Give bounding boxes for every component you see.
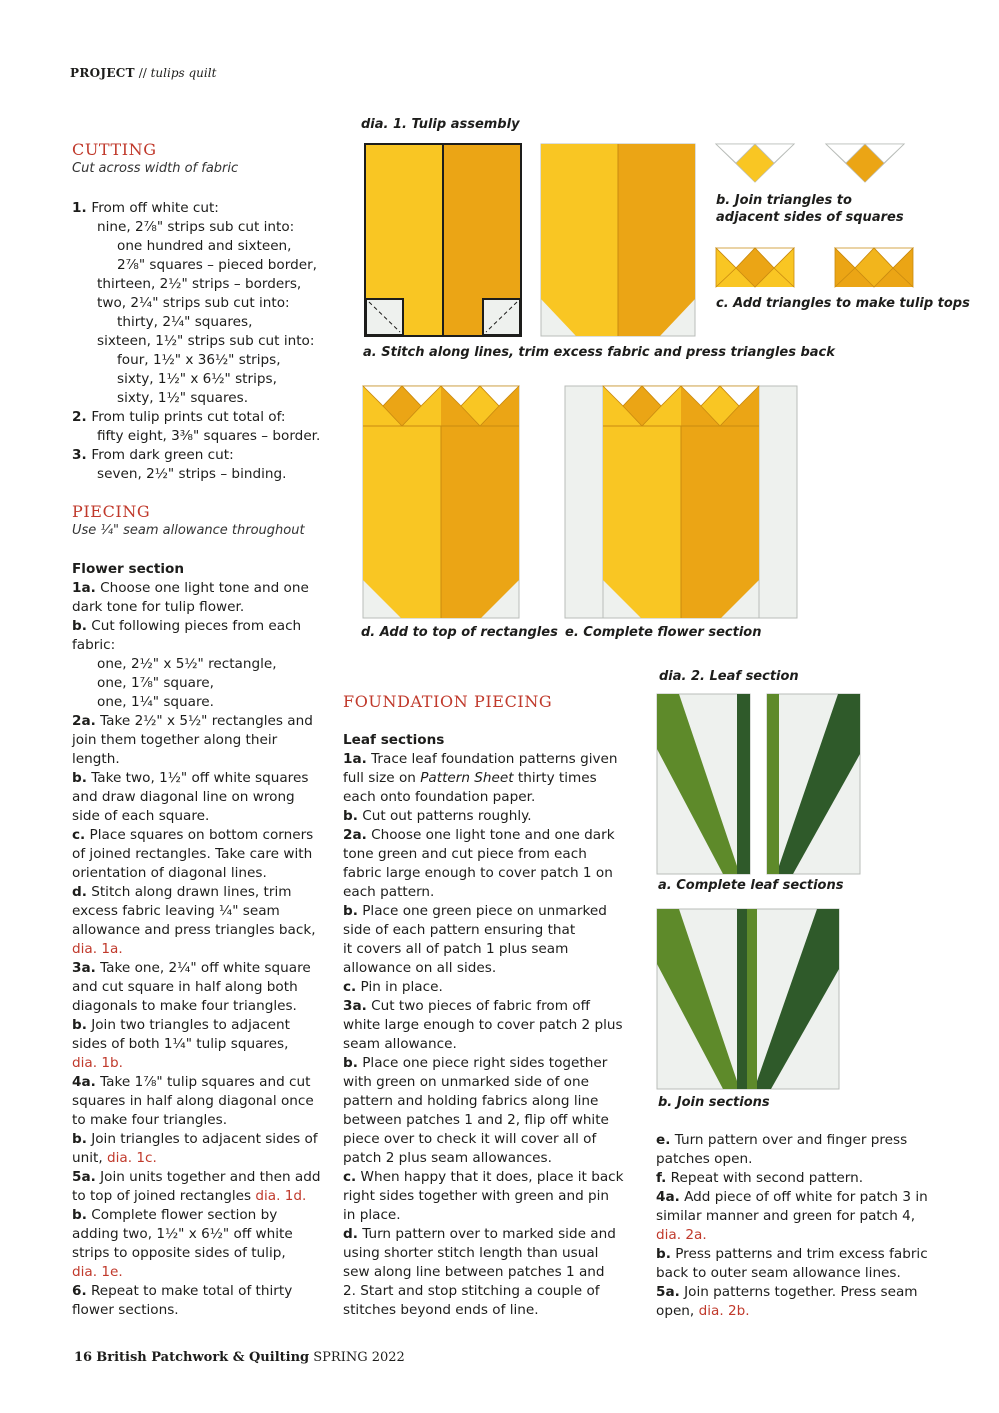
cutting-text: fifty eight, 3⅜" squares – border.: [97, 428, 321, 444]
piecing-step: b.: [72, 618, 87, 634]
piecing-text: join them together along their: [72, 732, 278, 748]
right-step: b.: [656, 1246, 671, 1262]
foundation-line: [343, 1225, 633, 1244]
diagram-1a-after: [541, 144, 695, 336]
header-section: PROJECT: [70, 66, 135, 80]
foundation-text: sew along line between patches 1 and: [343, 1264, 605, 1280]
diagram-1b-unit-light: [716, 144, 794, 182]
piecing-line: [72, 598, 337, 617]
foundation-text: each pattern.: [343, 884, 435, 900]
piecing-line: [72, 864, 337, 883]
cutting-line: [72, 199, 332, 218]
foundation-line: [343, 1187, 633, 1206]
foundation-text: thirty times: [513, 770, 597, 786]
foundation-step: d.: [343, 1226, 358, 1242]
piecing-line: [72, 1092, 337, 1111]
piecing-line: [72, 807, 337, 826]
piecing-diagram-ref: dia. 1c.: [106, 1150, 157, 1166]
foundation-text: Trace leaf foundation patterns given: [366, 751, 618, 767]
foundation-text: with green on unmarked side of one: [343, 1074, 589, 1090]
piecing-line: [72, 1130, 337, 1149]
piecing-step: 6.: [72, 1283, 87, 1299]
foundation-text: side of each pattern ensuring that: [343, 922, 576, 938]
cutting-text: thirty, 2¼" squares,: [117, 314, 253, 330]
right-step: 5a.: [656, 1284, 680, 1300]
piecing-text: to make four triangles.: [72, 1112, 228, 1128]
caption-1a: a. Stitch along lines, trim excess fabric and press triangles back: [363, 345, 835, 360]
piecing-text: Cut following pieces from each: [86, 618, 302, 634]
piecing-text: one, 1¼" square.: [97, 694, 214, 710]
cutting-text: nine, 2⅞" strips sub cut into:: [97, 219, 295, 235]
caption-1c: c. Add triangles to make tulip tops: [716, 296, 970, 311]
piecing-line: [72, 579, 337, 598]
piecing-line: [72, 940, 337, 959]
piecing-line: [72, 693, 337, 712]
piecing-diagram-ref: dia. 1b.: [72, 1055, 123, 1071]
piecing-line: [72, 845, 337, 864]
piecing-diagram-ref: dia. 1e.: [72, 1264, 123, 1280]
right-text: Repeat with second pattern.: [666, 1170, 864, 1186]
cutting-line: [72, 370, 332, 389]
cutting-text: sixty, 1½" squares.: [117, 390, 249, 406]
piecing-line: [72, 769, 337, 788]
cutting-heading: CUTTING: [72, 140, 157, 159]
caption-2b: b. Join sections: [658, 1095, 770, 1110]
diagram-1c-top-dark: [835, 248, 913, 287]
piecing-step: b.: [72, 1131, 87, 1147]
foundation-step: 1a.: [343, 751, 367, 767]
cutting-text: thirteen, 2½" strips – borders,: [97, 276, 302, 292]
piecing-line: [72, 1263, 337, 1282]
piecing-text: Stitch along drawn lines, trim: [86, 884, 292, 900]
right-line: [656, 1226, 946, 1245]
diagram-1e: [565, 386, 797, 618]
piecing-step: Flower section: [72, 561, 185, 577]
right-text: patches open.: [656, 1151, 753, 1167]
diagram-1a-before: [365, 144, 521, 336]
cutting-text: one hundred and sixteen,: [117, 238, 292, 254]
cutting-text: four, 1½" x 36½" strips,: [117, 352, 281, 368]
piecing-heading: PIECING: [72, 502, 151, 521]
foundation-text: in place.: [343, 1207, 401, 1223]
foundation-line: [343, 1035, 633, 1054]
cutting-subheading: Cut across width of fabric: [72, 161, 239, 176]
cutting-line: [72, 465, 332, 484]
right-text: Add piece of off white for patch 3 in: [679, 1189, 928, 1205]
piecing-text: one, 2½" x 5½" rectangle,: [97, 656, 277, 672]
foundation-text: piece over to check it will cover all of: [343, 1131, 597, 1147]
cutting-line: [72, 313, 332, 332]
piecing-text: Take 1⅞" tulip squares and cut: [95, 1074, 311, 1090]
foundation-line: [343, 1149, 633, 1168]
piecing-text: side of each square.: [72, 808, 210, 824]
page-footer: [74, 1350, 405, 1365]
running-header: [70, 66, 216, 80]
foundation-line: [343, 769, 633, 788]
cutting-text: seven, 2½" strips – binding.: [97, 466, 287, 482]
foundation-line: [343, 788, 633, 807]
piecing-text: diagonals to make four triangles.: [72, 998, 297, 1014]
foundation-text: Cut two pieces of fabric from off: [366, 998, 590, 1014]
right-text: similar manner and green for patch 4,: [656, 1208, 916, 1224]
piecing-line: [72, 826, 337, 845]
piecing-text: Join units together and then add: [95, 1169, 321, 1185]
foundation-line: [343, 1244, 633, 1263]
right-diagram-ref: dia. 2a.: [656, 1227, 707, 1243]
piecing-line: [72, 1301, 337, 1320]
page-number: 16: [74, 1350, 93, 1365]
piecing-text: Join triangles to adjacent sides of: [86, 1131, 318, 1147]
piecing-step: 1a.: [72, 580, 96, 596]
right-text: back to outer seam allowance lines.: [656, 1265, 901, 1281]
foundation-step: c.: [343, 1169, 357, 1185]
piecing-line: [72, 731, 337, 750]
piecing-list: [72, 560, 337, 1320]
foundation-line: [343, 1301, 633, 1320]
foundation-line: [343, 1263, 633, 1282]
caption-2a: a. Complete leaf sections: [658, 878, 844, 893]
piecing-text: of joined rectangles. Take care with: [72, 846, 313, 862]
piecing-line: [72, 712, 337, 731]
right-diagram-ref: dia. 2b.: [698, 1303, 750, 1319]
cutting-list: [72, 199, 332, 484]
foundation-text: Cut out patterns roughly.: [357, 808, 532, 824]
piecing-line: [72, 1282, 337, 1301]
piecing-line: [72, 674, 337, 693]
piecing-step: b.: [72, 770, 87, 786]
piecing-line: [72, 959, 337, 978]
piecing-text: adding two, 1½" x 6½" off white: [72, 1226, 293, 1242]
caption-1e: e. Complete flower section: [565, 625, 762, 640]
caption-1b: b. Join triangles to adjacent sides of squares: [716, 193, 904, 225]
cutting-number: 2.: [72, 409, 92, 425]
foundation-step: b.: [343, 903, 358, 919]
foundation-line: [343, 883, 633, 902]
cutting-text: sixteen, 1½" strips sub cut into:: [97, 333, 315, 349]
foundation-text: it covers all of patch 1 plus seam: [343, 941, 569, 957]
foundation-line: [343, 864, 633, 883]
piecing-text: Repeat to make total of thirty: [86, 1283, 293, 1299]
foundation-text: allowance on all sides.: [343, 960, 497, 976]
foundation-step: 2a.: [343, 827, 367, 843]
piecing-text: Place squares on bottom corners: [85, 827, 314, 843]
foundation-text: Choose one light tone and one dark: [366, 827, 615, 843]
header-title: tulips quilt: [150, 66, 217, 80]
piecing-line: [72, 1187, 337, 1206]
foundation-line: [343, 1016, 633, 1035]
cutting-line: [72, 408, 332, 427]
foundation-step: 3a.: [343, 998, 367, 1014]
right-text: open,: [656, 1303, 699, 1319]
piecing-line: [72, 750, 337, 769]
right-step: f.: [656, 1170, 667, 1186]
right-line: [656, 1150, 946, 1169]
piecing-text: to top of joined rectangles: [72, 1188, 256, 1204]
foundation-line: [343, 921, 633, 940]
piecing-line: [72, 617, 337, 636]
cutting-text: 2⅞" squares – pieced border,: [117, 257, 317, 273]
piecing-line: [72, 1244, 337, 1263]
piecing-line: [72, 655, 337, 674]
diagram-1b-unit-dark: [826, 144, 904, 182]
piecing-text: and cut square in half along both: [72, 979, 298, 995]
foundation-list: [343, 731, 633, 1320]
piecing-step: d.: [72, 884, 87, 900]
foundation-line: [343, 1073, 633, 1092]
foundation-text: right sides together with green and pin: [343, 1188, 610, 1204]
piecing-text: flower sections.: [72, 1302, 179, 1318]
right-step: 4a.: [656, 1189, 680, 1205]
piecing-line: [72, 978, 337, 997]
foundation-text: white large enough to cover patch 2 plus: [343, 1017, 623, 1033]
foundation-step: c.: [343, 979, 357, 995]
foundation-step: b.: [343, 1055, 358, 1071]
piecing-text: Take two, 1½" off white squares: [86, 770, 309, 786]
piecing-line: [72, 1016, 337, 1035]
foundation-line: [343, 902, 633, 921]
piecing-text: excess fabric leaving ¼" seam: [72, 903, 280, 919]
foundation-text: fabric large enough to cover patch 1 on: [343, 865, 613, 881]
piecing-line: [72, 1149, 337, 1168]
piecing-text: squares in half along diagonal once: [72, 1093, 314, 1109]
right-line: [656, 1207, 946, 1226]
piecing-text: sides of both 1¼" tulip squares,: [72, 1036, 289, 1052]
right-line: [656, 1188, 946, 1207]
piecing-text: length.: [72, 751, 120, 767]
piecing-line: [72, 1054, 337, 1073]
foundation-text: Pin in place.: [356, 979, 443, 995]
right-line: [656, 1302, 946, 1321]
diagram-1d: [363, 386, 519, 618]
caption-1d: d. Add to top of rectangles: [361, 625, 558, 640]
dia2-title: dia. 2. Leaf section: [659, 669, 799, 684]
foundation-line: [343, 959, 633, 978]
piecing-line: [72, 1168, 337, 1187]
piecing-line: [72, 902, 337, 921]
cutting-line: [72, 237, 332, 256]
piecing-text: fabric:: [72, 637, 116, 653]
piecing-subheading: Use ¼" seam allowance throughout: [72, 523, 305, 538]
foundation-line: [343, 1282, 633, 1301]
piecing-step: b.: [72, 1017, 87, 1033]
cutting-text: From tulip prints cut total of:: [91, 409, 286, 425]
foundation-line: [343, 807, 633, 826]
dia1-title: dia. 1. Tulip assembly: [361, 117, 520, 132]
foundation-line: [343, 845, 633, 864]
right-line: [656, 1283, 946, 1302]
piecing-step: 5a.: [72, 1169, 96, 1185]
foundation-text: tone green and cut piece from each: [343, 846, 587, 862]
right-line: [656, 1131, 946, 1150]
foundation-text: Turn pattern over to marked side and: [357, 1226, 616, 1242]
piecing-step: c.: [72, 827, 86, 843]
cutting-line: [72, 446, 332, 465]
magazine-name: British Patchwork & Quilting: [96, 1350, 310, 1365]
piecing-line: [72, 997, 337, 1016]
right-text: Turn pattern over and finger press: [670, 1132, 908, 1148]
piecing-step: 3a.: [72, 960, 96, 976]
foundation-text: Place one green piece on unmarked: [357, 903, 607, 919]
piecing-line: [72, 560, 337, 579]
foundation-line: [343, 1168, 633, 1187]
foundation-text: seam allowance.: [343, 1036, 457, 1052]
foundation-line: [343, 940, 633, 959]
piecing-text: orientation of diagonal lines.: [72, 865, 267, 881]
foundation-line: [343, 1092, 633, 1111]
foundation-heading: FOUNDATION PIECING: [343, 692, 553, 711]
piecing-text: Join two triangles to adjacent: [86, 1017, 290, 1033]
cutting-text: sixty, 1½" x 6½" strips,: [117, 371, 277, 387]
cutting-line: [72, 427, 332, 446]
foundation-step: b.: [343, 808, 358, 824]
foundation-line: [343, 1130, 633, 1149]
cutting-text: From off white cut:: [91, 200, 219, 216]
piecing-text: Take one, 2¼" off white square: [95, 960, 311, 976]
diagram-2b: [657, 909, 839, 1089]
foundation-text: stitches beyond ends of line.: [343, 1302, 539, 1318]
foundation-step: Leaf sections: [343, 732, 445, 748]
foundation-line: [343, 1111, 633, 1130]
piecing-line: [72, 1073, 337, 1092]
foundation-text: 2. Start and stop stitching a couple of: [343, 1283, 600, 1299]
piecing-step: 2a.: [72, 713, 96, 729]
cutting-line: [72, 332, 332, 351]
foundation-text: between patches 1 and 2, flip off white: [343, 1112, 609, 1128]
right-line: [656, 1264, 946, 1283]
cutting-text: two, 2¼" strips sub cut into:: [97, 295, 290, 311]
foundation-line: [343, 997, 633, 1016]
piecing-text: one, 1⅞" square,: [97, 675, 214, 691]
piecing-text: dark tone for tulip flower.: [72, 599, 245, 615]
right-column-text: [656, 1131, 946, 1321]
piecing-text: Choose one light tone and one: [95, 580, 309, 596]
right-step: e.: [656, 1132, 671, 1148]
cutting-line: [72, 275, 332, 294]
foundation-text: pattern and holding fabrics along line: [343, 1093, 599, 1109]
piecing-diagram-ref: dia. 1d.: [255, 1188, 307, 1204]
piecing-line: [72, 883, 337, 902]
foundation-italic: Pattern Sheet: [420, 770, 514, 786]
right-text: Join patterns together. Press seam: [679, 1284, 918, 1300]
piecing-line: [72, 1111, 337, 1130]
cutting-text: From dark green cut:: [91, 447, 234, 463]
piecing-line: [72, 788, 337, 807]
cutting-number: 1.: [72, 200, 92, 216]
piecing-step: b.: [72, 1207, 87, 1223]
piecing-line: [72, 1035, 337, 1054]
foundation-text: When happy that it does, place it back: [356, 1169, 624, 1185]
piecing-line: [72, 636, 337, 655]
foundation-line: [343, 826, 633, 845]
foundation-text: each onto foundation paper.: [343, 789, 536, 805]
cutting-line: [72, 218, 332, 237]
piecing-text: allowance and press triangles back,: [72, 922, 316, 938]
right-line: [656, 1169, 946, 1188]
diagram-2a-right: [767, 694, 860, 874]
piecing-line: [72, 1225, 337, 1244]
piecing-text: Take 2½" x 5½" rectangles and: [95, 713, 313, 729]
foundation-text: Place one piece right sides together: [357, 1055, 608, 1071]
cutting-line: [72, 256, 332, 275]
diagram-1c-top-light: [716, 248, 794, 287]
cutting-line: [72, 389, 332, 408]
foundation-text: patch 2 plus seam allowances.: [343, 1150, 552, 1166]
right-line: [656, 1245, 946, 1264]
foundation-line: [343, 750, 633, 769]
foundation-text: using shorter stitch length than usual: [343, 1245, 599, 1261]
header-separator: //: [138, 66, 147, 80]
foundation-line: [343, 1206, 633, 1225]
issue: SPRING 2022: [313, 1350, 405, 1365]
cutting-line: [72, 351, 332, 370]
cutting-line: [72, 294, 332, 313]
piecing-line: [72, 1206, 337, 1225]
piecing-text: and draw diagonal line on wrong: [72, 789, 295, 805]
piecing-text: Complete flower section by: [86, 1207, 278, 1223]
piecing-text: strips to opposite sides of tulip,: [72, 1245, 286, 1261]
foundation-line: [343, 731, 633, 750]
foundation-line: [343, 1054, 633, 1073]
cutting-number: 3.: [72, 447, 92, 463]
piecing-diagram-ref: dia. 1a.: [72, 941, 123, 957]
right-text: Press patterns and trim excess fabric: [670, 1246, 928, 1262]
piecing-text: unit,: [72, 1150, 107, 1166]
foundation-line: [343, 978, 633, 997]
foundation-text: full size on: [343, 770, 421, 786]
piecing-step: 4a.: [72, 1074, 96, 1090]
piecing-line: [72, 921, 337, 940]
diagram-2a-left: [657, 694, 750, 874]
